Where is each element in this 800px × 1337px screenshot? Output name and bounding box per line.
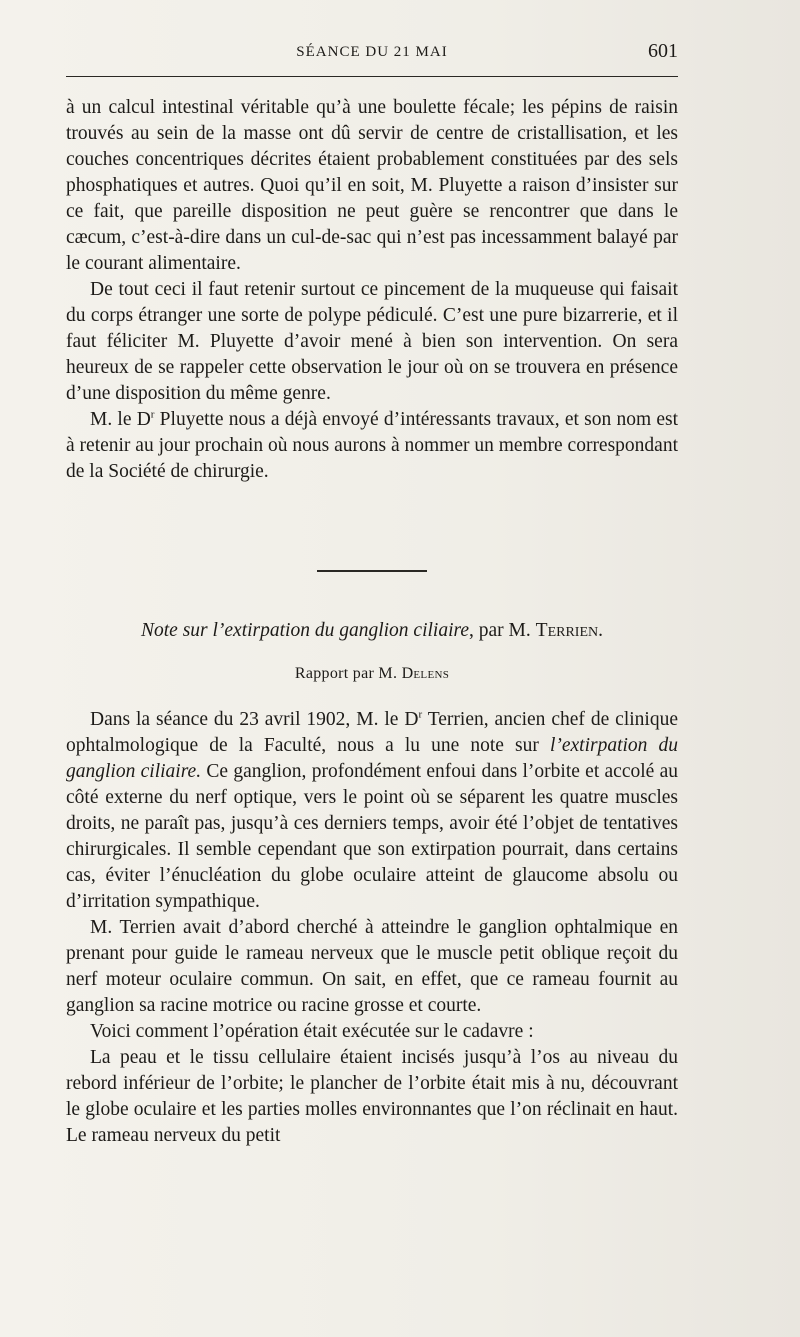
text-run: M. le D xyxy=(90,409,151,430)
section-separator xyxy=(317,570,427,572)
text-run: Dans la séance du 23 avril 1902, M. le D xyxy=(90,709,419,730)
article-title-end: . xyxy=(598,620,603,641)
paragraph xyxy=(66,707,678,915)
paragraph: M. Terrien avait d’abord cherché à atteindre le ganglion ophtalmique en prenant pour guide le rameau nerveux que le muscle petit oblique reçoit du nerf moteur oculaire commun. On sait, en effet, que ce rameau fournit au ganglion sa racine motrice ou racine grosse et courte. xyxy=(66,917,678,1016)
report-byline xyxy=(66,665,678,683)
article-title xyxy=(66,620,678,642)
text-run: Terrien, ancien chef de clinique ophtalmologique de la Faculté, nous a lu une note sur xyxy=(66,709,678,756)
superscript: r xyxy=(418,708,423,721)
running-head: SÉANCE DU 21 MAI xyxy=(296,44,448,60)
article-author: Terrien xyxy=(535,620,599,641)
superscript: r xyxy=(150,408,155,421)
page-number: 601 xyxy=(648,40,678,62)
text-block-report xyxy=(66,707,678,1149)
text-block-continuation xyxy=(66,95,678,485)
italic-title-reference: l’extirpation du ganglion ciliaire. xyxy=(66,735,678,782)
text-run: Ce ganglion, profondément enfoui dans l’orbite et accolé au côté externe du nerf optique, vers le point où se séparent les quatre muscles droits, ne paraît pas, jusqu’à ces derniers temps, avoir été l’objet de tentatives chirurgicales. Il semble cependant que son extirpation pourrait, dans certains cas, éviter l’énucléation du globe oculaire atteint de glaucome absolu ou d’irritation sympathique. xyxy=(66,761,678,912)
report-prefix: Rapport par M. xyxy=(294,665,402,682)
paragraph: De tout ceci il faut retenir surtout ce pincement de la muqueuse qui faisait du corps étranger une sorte de polype pédiculé. C’est une pure bizarrerie, et il faut féliciter M. Pluyette d’avoir mené à bien son intervention. On sera heureux de se rappeler cette observation le jour où on se trouvera en présence d’une disposition du même genre. xyxy=(66,279,678,404)
article-title-rest: , par M. xyxy=(469,620,536,641)
header-rule xyxy=(66,76,678,77)
paragraph xyxy=(66,407,678,485)
article-title-italic: Note sur l’extirpation du ganglion ciliaire xyxy=(140,620,470,641)
page-header xyxy=(66,38,678,68)
paragraph: à un calcul intestinal véritable qu’à une boulette fécale; les pépins de raisin trouvés au sein de la masse ont dû servir de centre de cristallisation, et les couches concentriques décrites étaient probablement constituées par des sels phosphatiques et autres. Quoi qu’il en soit, M. Pluyette a raison d’insister sur ce fait, que pareille disposition ne peut guère se rencontrer que dans le cæcum, c’est-à-dire dans un cul-de-sac qui n’est pas incessamment balayé par le courant alimentaire. xyxy=(66,97,678,274)
paragraph: Voici comment l’opération était exécutée sur le cadavre : xyxy=(90,1021,534,1042)
reporter-name: Delens xyxy=(401,665,450,682)
paragraph: La peau et le tissu cellulaire étaient incisés jusqu’à l’os au niveau du rebord inférieur de l’orbite; le plancher de l’orbite était mis à nu, découvrant le globe oculaire et les parties molles environnantes que l’on réclinait en haut. Le rameau nerveux du petit xyxy=(66,1047,678,1146)
text-run: Pluyette nous a déjà envoyé d’intéressants travaux, et son nom est à retenir au jour prochain où nous aurons à nommer un membre correspondant de la Société de chirurgie. xyxy=(66,409,679,482)
